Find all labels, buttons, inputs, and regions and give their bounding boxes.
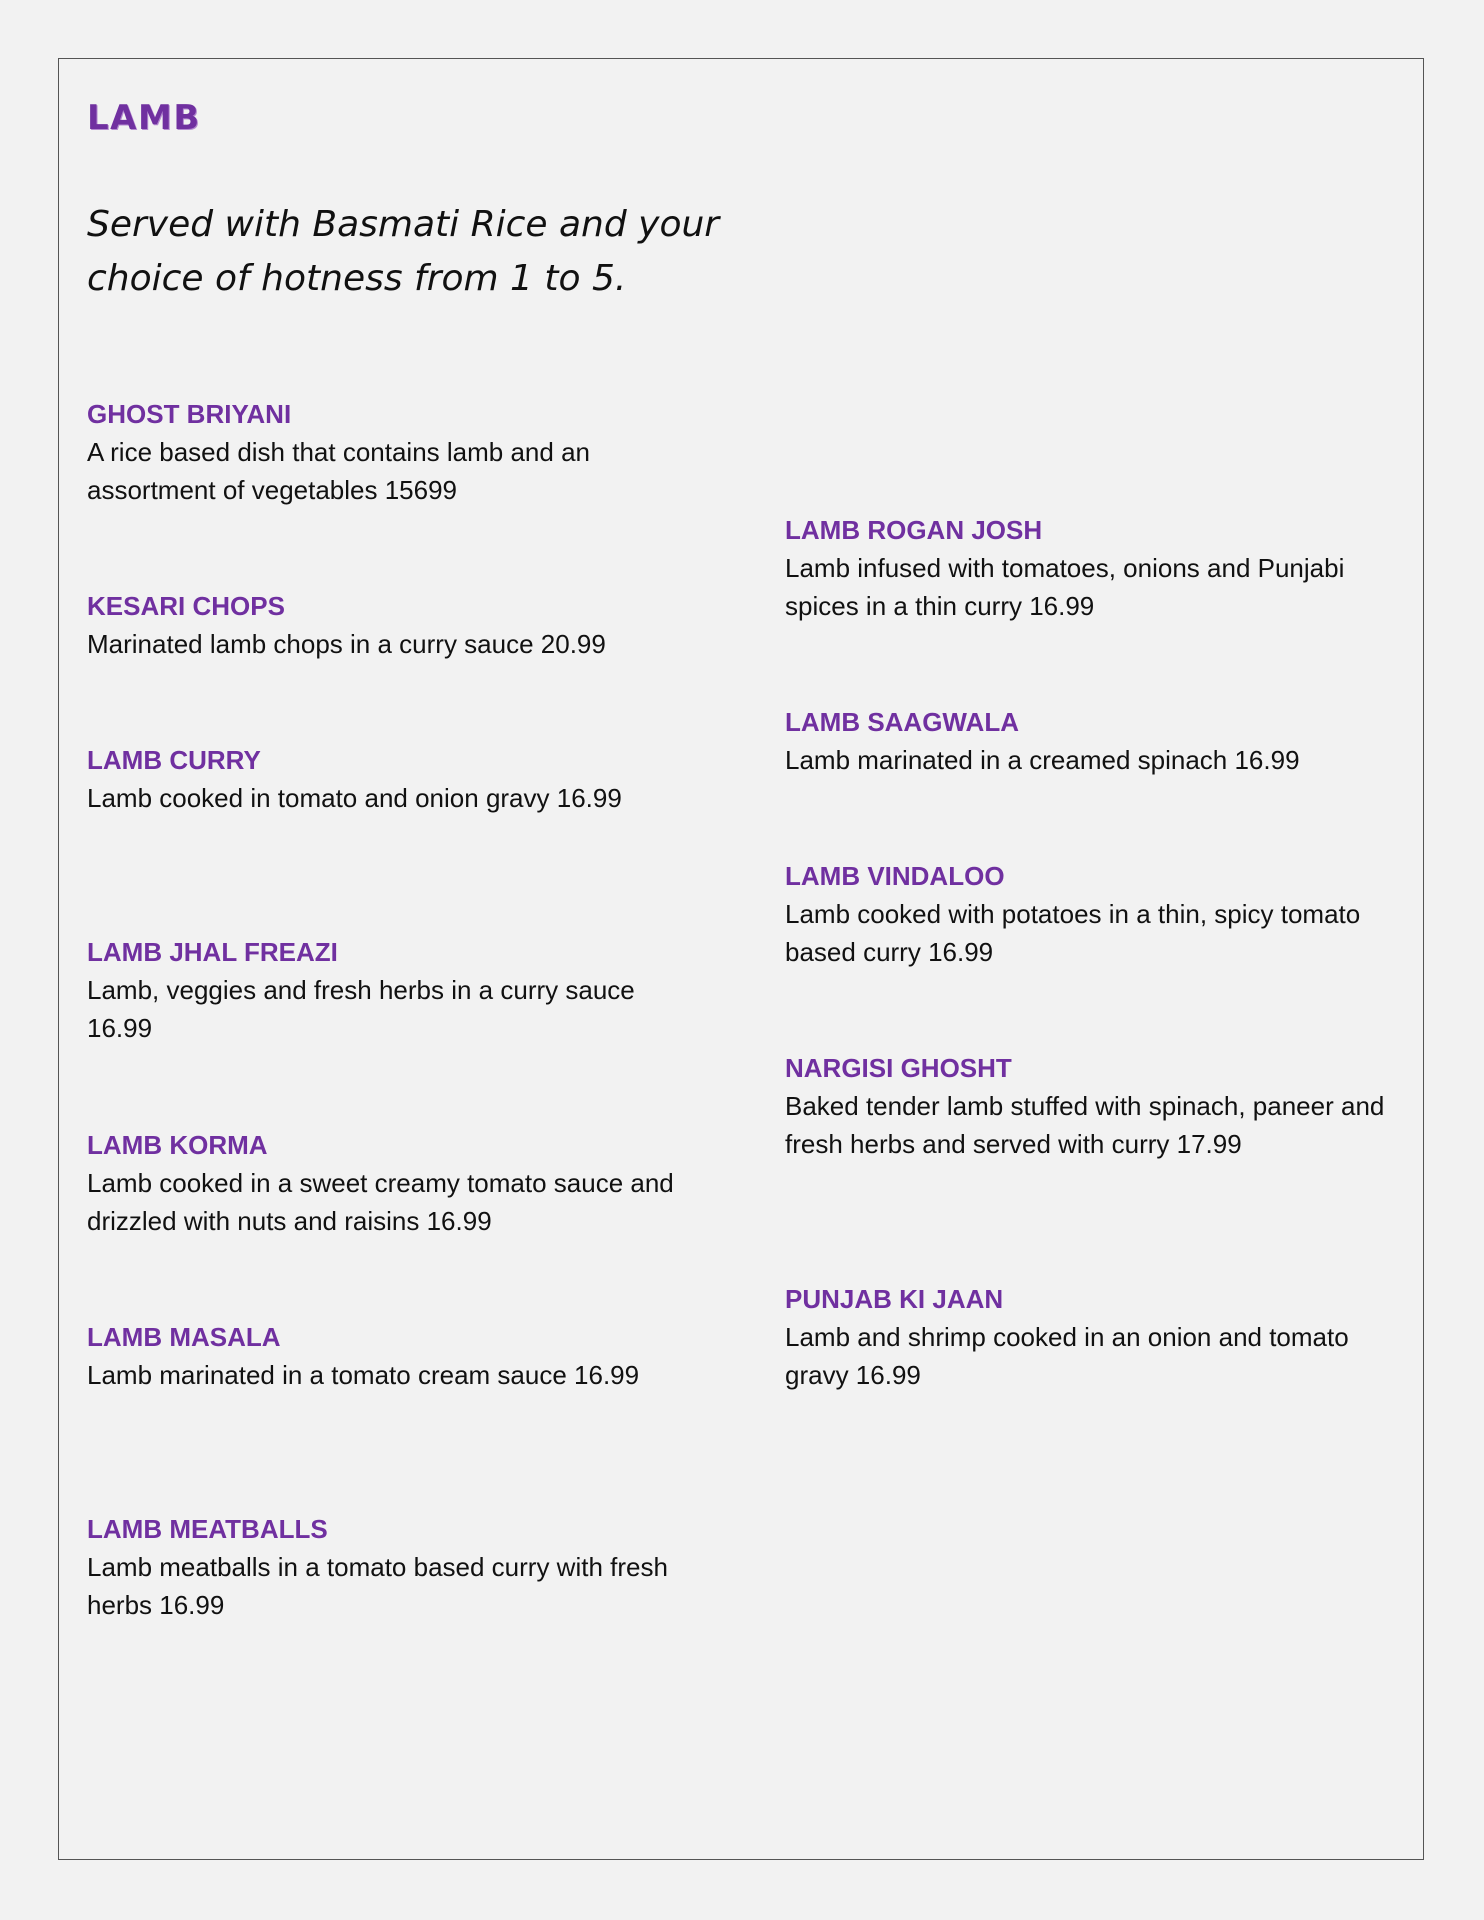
- item-name: NARGISI GHOSHT: [785, 1053, 1012, 1083]
- item-name: LAMB KORMA: [87, 1130, 268, 1160]
- item-name: KESARI CHOPS: [87, 591, 285, 621]
- item-description: Lamb marinated in a creamed spinach 16.99: [785, 745, 1300, 775]
- item-description: Lamb, veggies and fresh herbs in a curry sauce 16.99: [87, 975, 635, 1043]
- item-description: Lamb cooked in a sweet creamy tomato sauce and drizzled with nuts and raisins 16.99: [87, 1168, 674, 1236]
- item-description: Marinated lamb chops in a curry sauce 20.99: [87, 629, 606, 659]
- item-name: LAMB JHAL FREAZI: [87, 937, 338, 967]
- item-description: Lamb infused with tomatoes, onions and Punjabi spices in a thin curry 16.99: [785, 553, 1345, 621]
- menu-item-lamb-masala: [87, 1318, 707, 1394]
- menu-item-ghost-briyani: [87, 395, 707, 509]
- section-title: LAMB: [87, 98, 201, 138]
- item-name: LAMB ROGAN JOSH: [785, 515, 1043, 545]
- section-subtitle: Served with Basmati Rice and your choice of hotness from 1 to 5.: [87, 204, 720, 299]
- menu-item-lamb-vindaloo: [785, 857, 1405, 971]
- menu-item-lamb-rogan-josh: [785, 511, 1405, 625]
- menu-item-lamb-meatballs: [87, 1510, 707, 1624]
- item-description: Lamb and shrimp cooked in an onion and tomato gravy 16.99: [785, 1322, 1349, 1390]
- item-description: Lamb meatballs in a tomato based curry with fresh herbs 16.99: [87, 1552, 668, 1620]
- menu-item-punjab-ki-jaan: [785, 1280, 1405, 1394]
- menu-item-lamb-korma: [87, 1126, 707, 1240]
- item-description: Baked tender lamb stuffed with spinach, paneer and fresh herbs and served with curry 17.99: [785, 1091, 1385, 1159]
- item-description: A rice based dish that contains lamb and an assortment of vegetables 15699: [87, 437, 590, 505]
- item-description: Lamb cooked with potatoes in a thin, spicy tomato based curry 16.99: [785, 899, 1361, 967]
- menu-item-lamb-jhal-freazi: [87, 933, 707, 1047]
- menu-item-nargisi-ghosht: [785, 1049, 1405, 1163]
- item-name: LAMB CURRY: [87, 745, 261, 775]
- menu-item-kesari-chops: [87, 587, 707, 663]
- item-name: LAMB SAAGWALA: [785, 707, 1019, 737]
- menu-item-lamb-curry: [87, 741, 707, 817]
- item-name: GHOST BRIYANI: [87, 399, 292, 429]
- item-name: LAMB MASALA: [87, 1322, 281, 1352]
- item-name: PUNJAB KI JAAN: [785, 1284, 1004, 1314]
- item-name: LAMB VINDALOO: [785, 861, 1005, 891]
- item-description: Lamb marinated in a tomato cream sauce 16.99: [87, 1360, 640, 1390]
- item-name: LAMB MEATBALLS: [87, 1514, 328, 1544]
- item-description: Lamb cooked in tomato and onion gravy 16.99: [87, 783, 622, 813]
- menu-item-lamb-saagwala: [785, 703, 1405, 779]
